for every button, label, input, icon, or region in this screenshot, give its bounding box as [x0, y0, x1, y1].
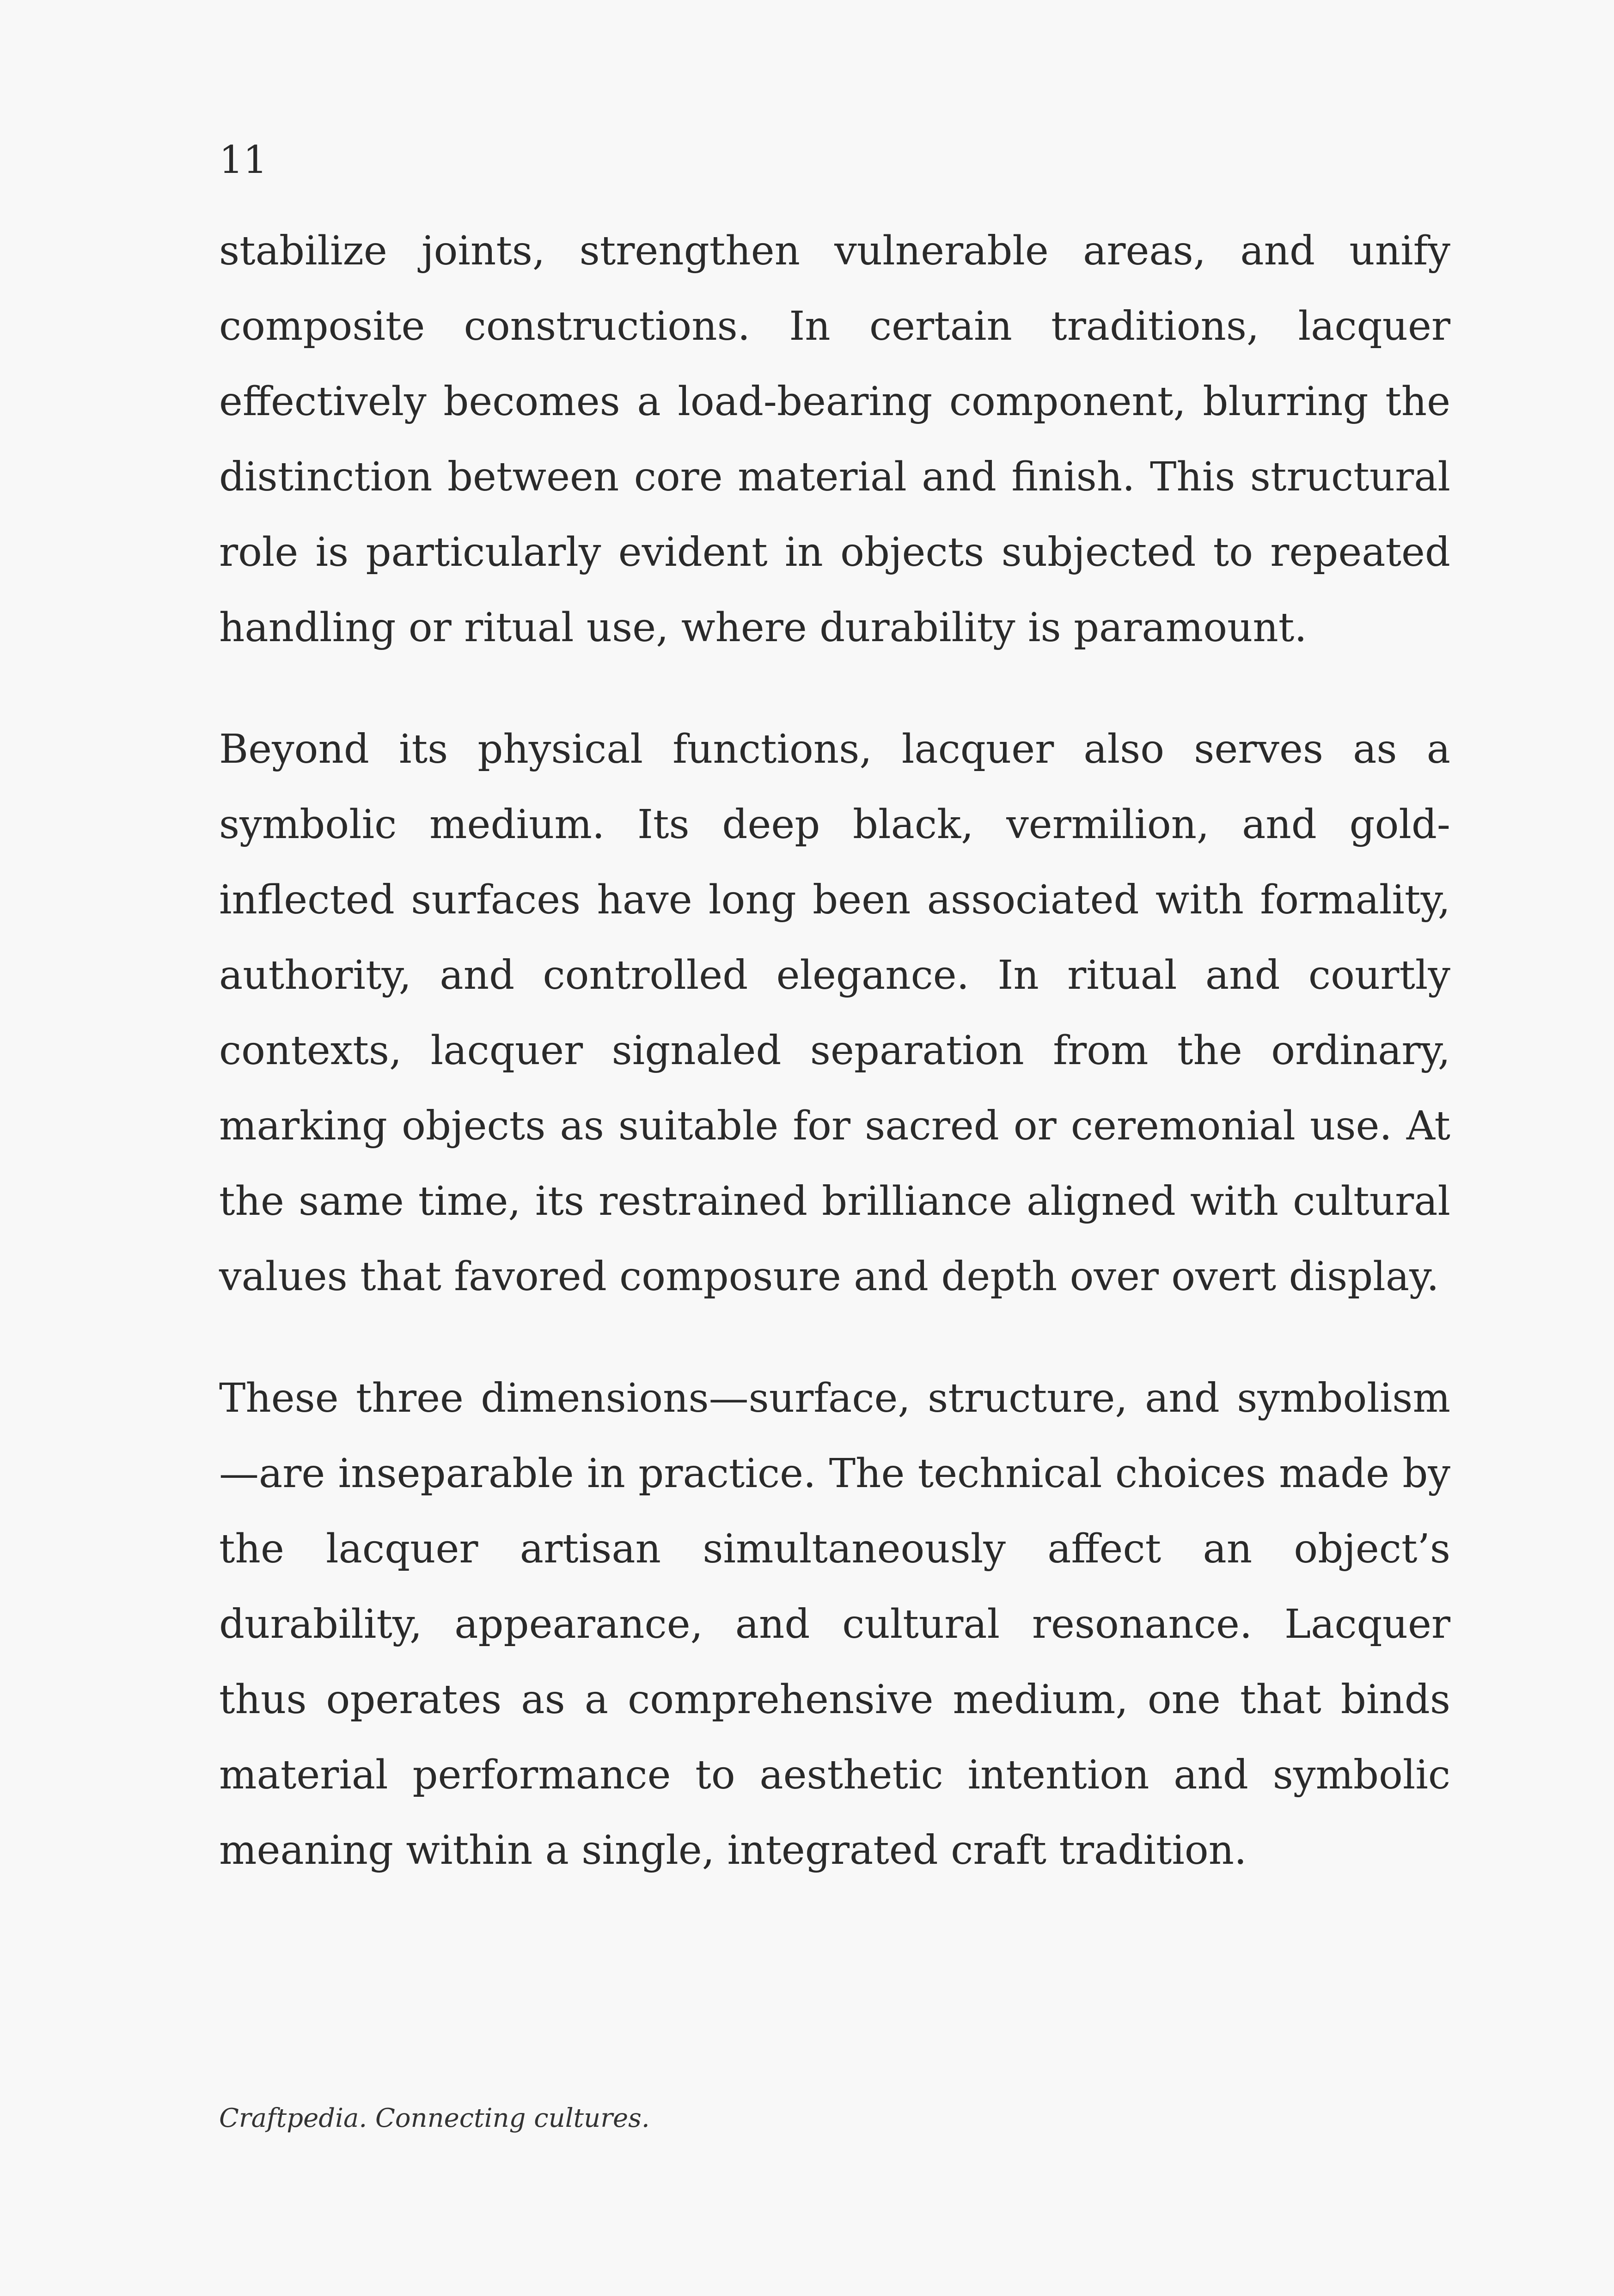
page-footer: Craftpedia. Connecting cultures. — [219, 2103, 650, 2133]
page-number: 11 — [219, 138, 268, 182]
paragraph-1: stabilize joints, strengthen vulnerable areas, and unify composite constructions. In certain traditions, lacquer effectively becomes a load-bearing component, blurring the distinction between core material and finish. This structural role is particularly evident in objects subjected to repeated handling or ritual use, where durability is paramount. — [219, 228, 1450, 651]
paragraph-3: These three dimensions—surface, structure, and symbolism—are inseparable in practice. The technical choices made by the lacquer artisan simultaneously affect an object’s durability, appearance, and cultural resonance. Lacquer thus operates as a comprehensive medium, one that binds material performance to aesthetic intention and symbolic meaning within a single, integrated craft tradition. — [219, 1375, 1450, 1874]
paragraph-2: Beyond its physical functions, lacquer also serves as a symbolic medium. Its deep black, vermilion, and gold-inflected surfaces have long been associated with formality, authority, and controlled elegance. In ritual and courtly contexts, lacquer signaled separation from the ordinary, marking objects as suitable for sacred or ceremonial use. At the same time, its restrained brilliance aligned with cultural values that favored composure and depth over overt display. — [219, 726, 1450, 1300]
body-text — [219, 214, 1450, 1935]
